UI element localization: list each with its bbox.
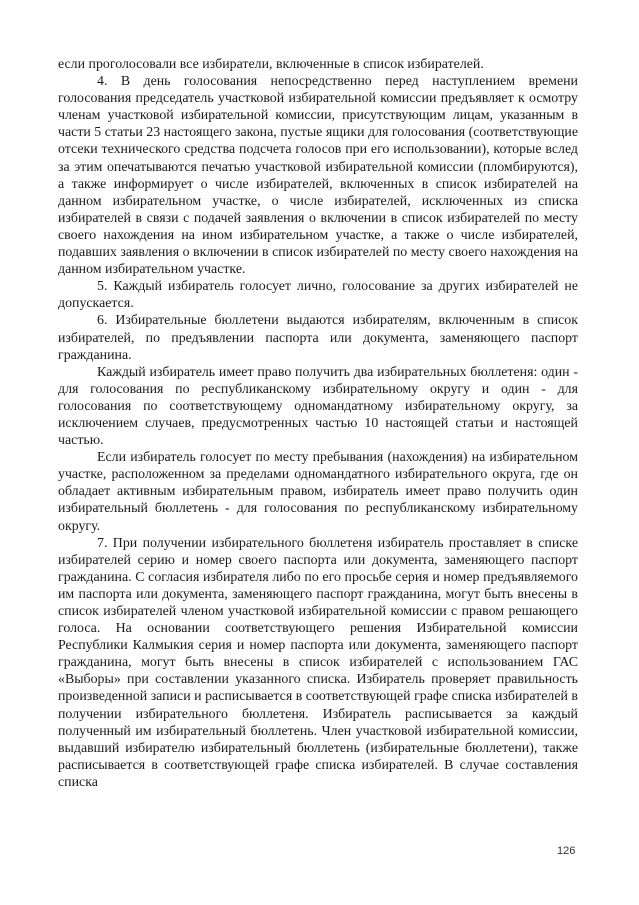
paragraph-continuation: если проголосовали все избиратели, включенные в список избирателей. — [58, 57, 484, 72]
paragraph-5: 5. Каждый избиратель голосует лично, голосование за других избирателей не допускается. — [58, 279, 578, 312]
page-number: 126 — [557, 845, 576, 857]
paragraph-4: 4. В день голосования непосредственно перед наступлением времени голосования председатель участковой избирательной комиссии предъявляет к осмотру членам участковой избирательной комиссии, присутствующим лицам, указанным в части 5 статьи 23 настоящего закона, пустые ящики для голосования (соответствующие отсеки технического средства подсчета голосов при его использовании), которые вслед за этим опечатываются печатью участковой избирательной комиссии (пломбируются), а также информирует о числе избирателей, включенных в список избирателей на данном избирательном участке, о числе избирателей, исключенных из списка избирателей в связи с подачей заявления о включении в список избирателей по месту своего нахождения на ином избирательном участке, а также о числе избирателей, подавших заявления о включении в список избирателей по месту своего нахождения на данном избирательном участке. — [58, 74, 578, 278]
paragraph-6: 6. Избирательные бюллетени выдаются избирателям, включенным в список избирателей, по предъявлении паспорта или документа, заменяющего паспорт гражданина. — [58, 313, 578, 363]
paragraph-7: 7. При получении избирательного бюллетеня избиратель проставляет в списке избирателей серию и номер своего паспорта или документа, заменяющего паспорт гражданина. С согласия избирателя либо по его просьбе серия и номер предъявляемого им паспорта или документа, заменяющего паспорт гражданина, могут быть внесены в список избирателей членом участковой избирательной комиссии с правом решающего голоса. На основании соответствующего решения Избирательной комиссии Республики Калмыкия серия и номер паспорта или документа, заменяющего паспорт гражданина, могут быть внесены в список избирателей с использованием ГАС «Выборы» при составлении указанного списка. Избиратель проверяет правильность произведенной записи и расписывается в соответствующей графе списка избирателей в получении избирательного бюллетеня. Избиратель расписывается за каждый полученный им избирательный бюллетень. Член участковой избирательной комиссии, выдавший избирателю избирательный бюллетень (избирательные бюллетени), также расписывается в соответствующей графе списка избирателей. В случае составления списка — [58, 535, 578, 790]
paragraph-6-one-ballot: Если избиратель голосует по месту пребывания (нахождения) на избирательном участке, расположенном за пределами одномандатного избирательного округа, где он обладает активным избирательным правом, избиратель имеет право получить один избирательный бюллетень - для голосования по республиканскому избирательному округу. — [58, 450, 578, 534]
document-body — [58, 56, 578, 791]
paragraph-6-two-ballots: Каждый избиратель имеет право получить два избирательных бюллетеня: один - для голосования по республиканскому избирательному округу и один - для голосования по соответствующему одномандатному избирательному округу, за исключением случаев, предусмотренных частью 10 настоящей статьи и настоящей частью. — [58, 364, 578, 449]
